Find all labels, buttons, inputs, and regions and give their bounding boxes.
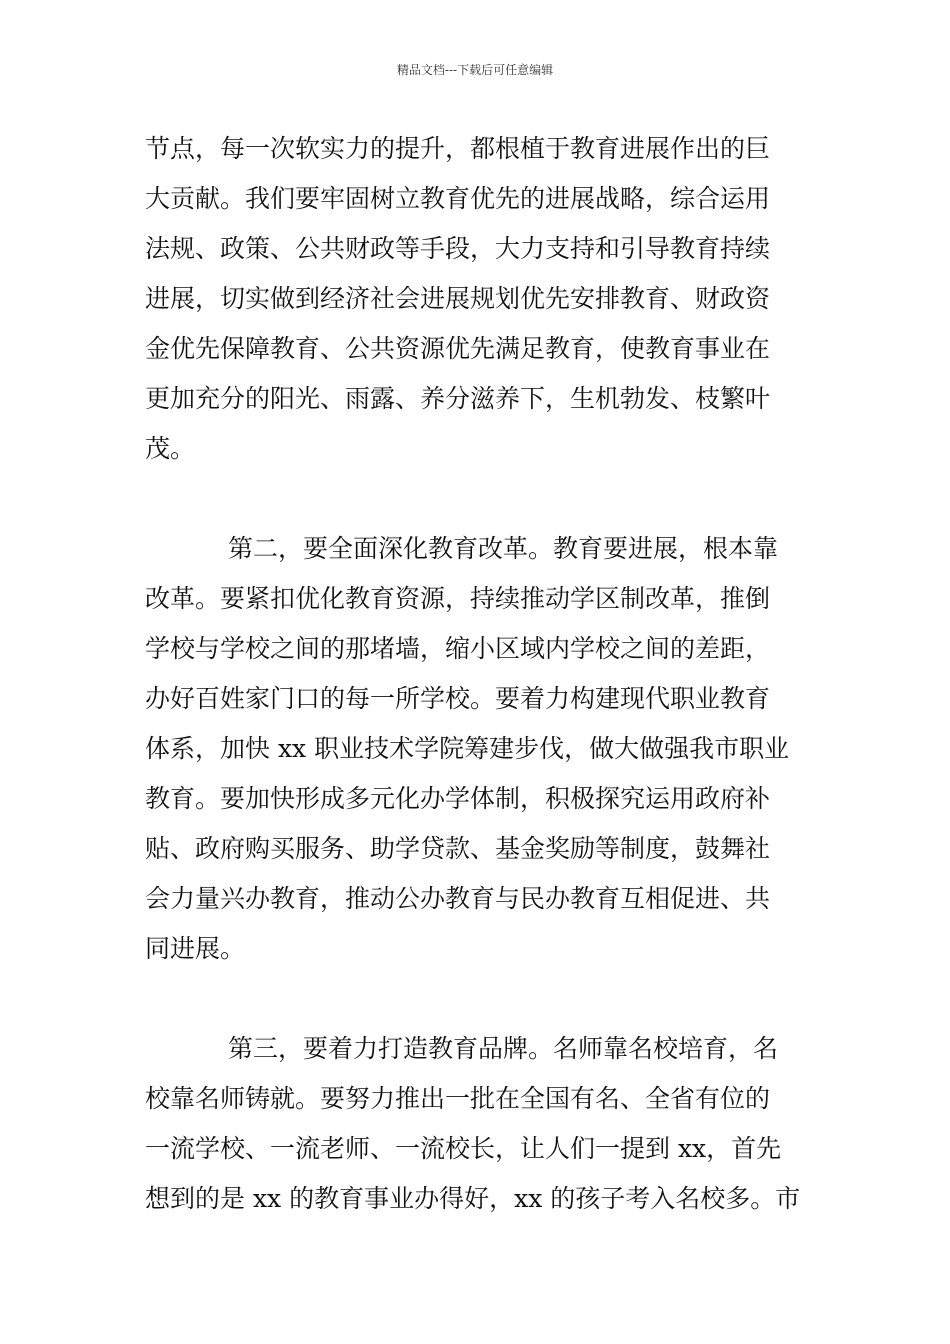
text-line: 贴、政府购买服务、助学贷款、基金奖励等制度，鼓舞社 — [145, 834, 771, 863]
text-line: 更加充分的阳光、雨露、养分滋养下，生机勃发、枝繁叶 — [145, 384, 771, 413]
paragraph-first-line: 第三，要着力打造教育品牌。名师靠名校培育，名 — [228, 1034, 779, 1063]
text-line: 学校与学校之间的那堵墙，缩小区域内学校之间的差距， — [145, 634, 771, 663]
text-line: 法规、政策、公共财政等手段，大力支持和引导教育持续 — [145, 234, 771, 263]
text-line: 改革。要紧扣优化教育资源，持续推动学区制改革，推倒 — [145, 584, 771, 613]
text-line: 一流学校、一流老师、一流校长，让人们一提到 xx，首先 — [145, 1134, 782, 1163]
text-line: 办好百姓家门口的每一所学校。要着力构建现代职业教育 — [145, 684, 771, 713]
text-line: 想到的是 xx 的教育事业办得好，xx 的孩子考入名校多。市 — [145, 1184, 801, 1213]
text-line: 会力量兴办教育，推动公办教育与民办教育互相促进、共 — [145, 884, 771, 913]
text-line: 同进展。 — [145, 934, 246, 963]
text-line: 节点，每一次软实力的提升，都根植于教育进展作出的巨 — [145, 134, 771, 163]
page-header: 精品文档---下载后可任意编辑 — [396, 63, 554, 77]
text-line: 金优先保障教育、公共资源优先满足教育，使教育事业在 — [145, 334, 771, 363]
text-line: 教育。要加快形成多元化办学体制，积极探究运用政府补 — [145, 784, 771, 813]
text-line: 茂。 — [145, 434, 196, 463]
paragraph-first-line: 第二，要全面深化教育改革。教育要进展，根本靠 — [228, 534, 779, 563]
text-line: 体系，加快 xx 职业技术学院筹建步伐，做大做强我市职业 — [145, 734, 790, 763]
text-line: 进展，切实做到经济社会进展规划优先安排教育、财政资 — [145, 284, 771, 313]
text-line: 校靠名师铸就。要努力推出一批在全国有名、全省有位的 — [145, 1084, 771, 1113]
text-line: 大贡献。我们要牢固树立教育优先的进展战略，综合运用 — [145, 184, 771, 213]
